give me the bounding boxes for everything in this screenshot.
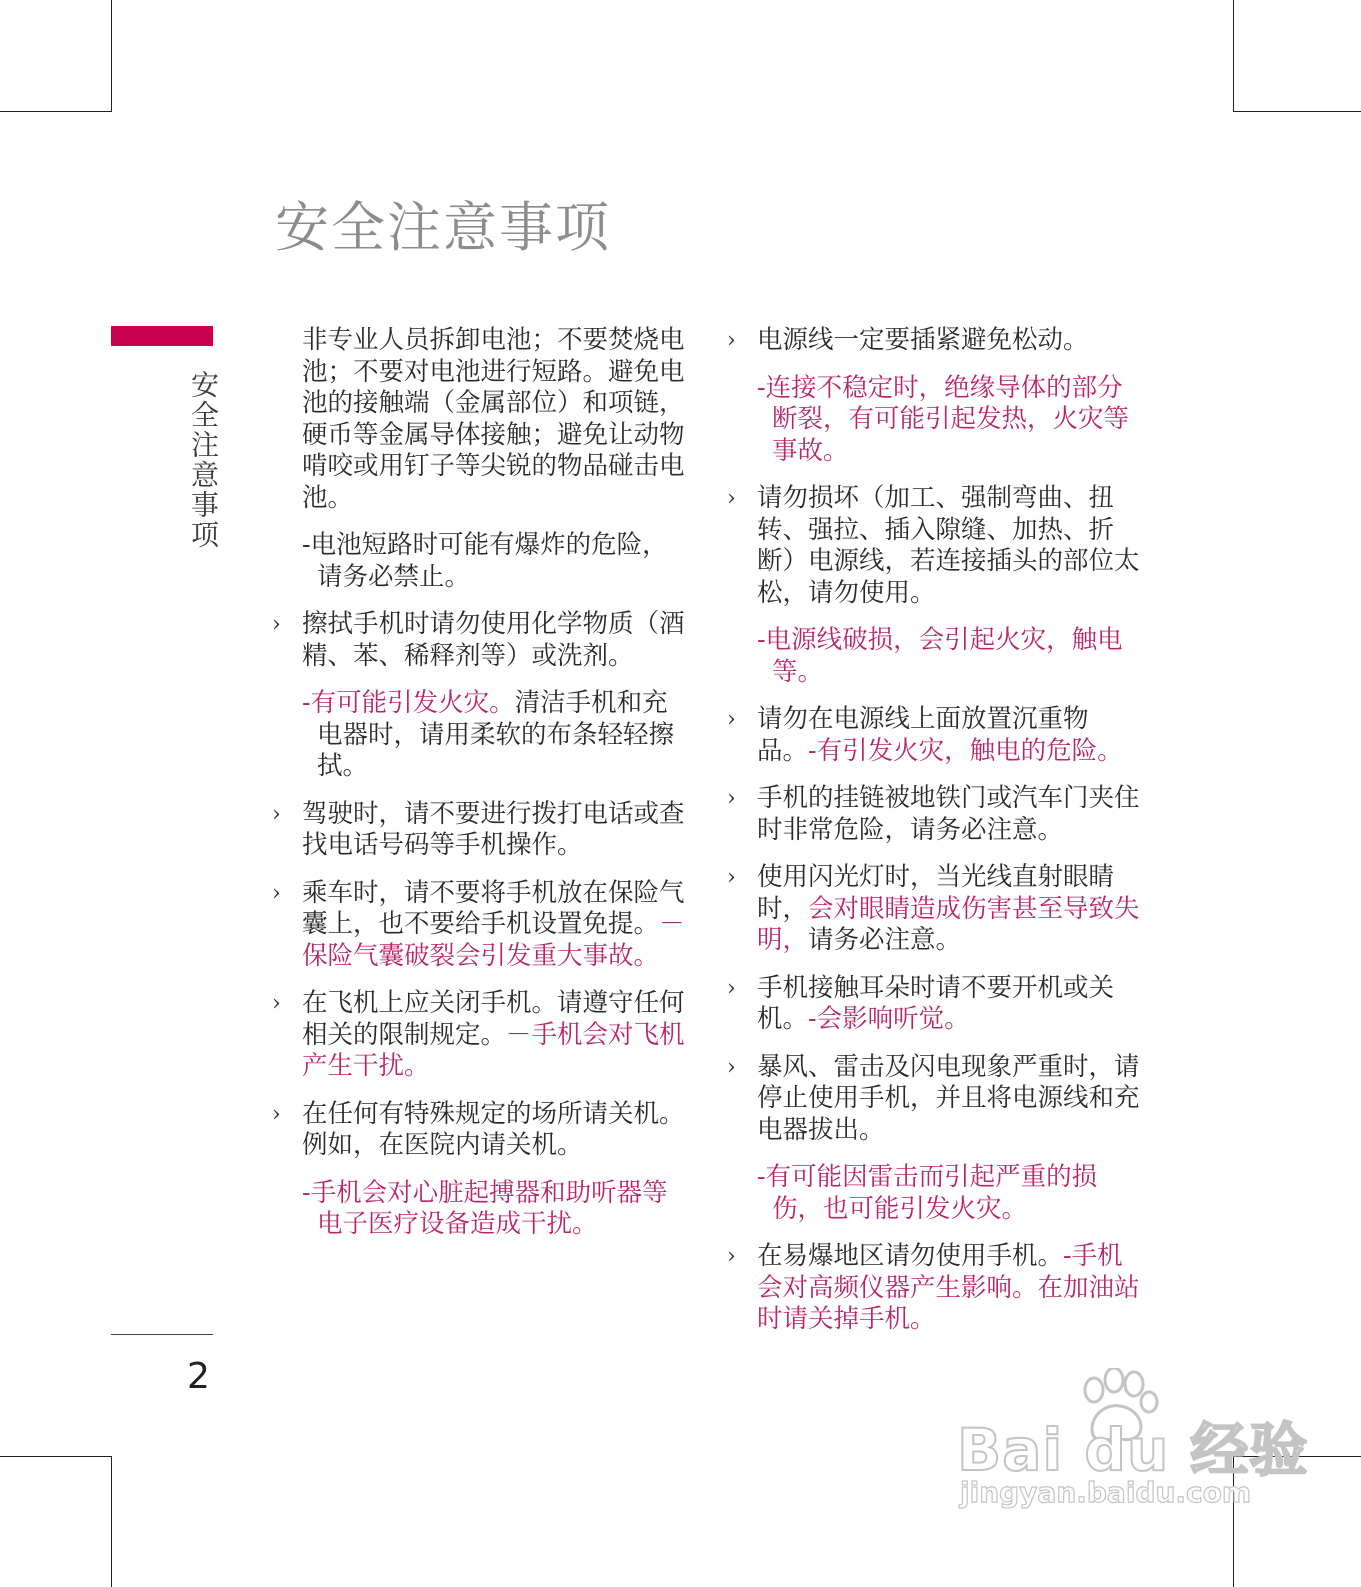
item-text: 电源线一定要插紧避免松动。 (757, 325, 1089, 355)
list-subitem (272, 1178, 692, 1241)
item-text: 擦拭手机时请勿使用化学物质（酒精、苯、稀释剂等）或洗剂。 (302, 609, 685, 671)
watermark-logo: Bai du 经验 (957, 1416, 1309, 1484)
list-item (727, 704, 1147, 767)
list-item (727, 783, 1147, 846)
list-item (272, 799, 692, 862)
baidu-watermark (952, 1368, 1309, 1518)
bullet-icon: › (272, 1101, 281, 1127)
list-item (272, 609, 692, 672)
warning-text: -电源线破损，会引起火灾，触电等。 (757, 625, 1123, 687)
list-item (272, 878, 692, 973)
item-text: 使用闪光灯时，当光线直射眼睛时， (757, 862, 1115, 924)
section-side-label: 安全注意事项 (187, 370, 220, 550)
bullet-icon: › (727, 486, 736, 511)
warning-text: -连接不稳定时，绝缘导体的部分断裂，有可能引起发热，火灾等事故。 (757, 372, 1130, 466)
subitem-text: 清洁手机和充电器时，请用柔软的布条轻轻擦拭。 (317, 688, 675, 781)
bullet-icon: › (272, 801, 281, 827)
footer-rule (111, 1334, 213, 1335)
bullet-icon: › (272, 612, 281, 637)
warning-text: -有可能因雷击而引起严重的损伤，也可能引发火灾。 (757, 1162, 1098, 1224)
warning-text: -有可能引发火灾。 (302, 688, 515, 718)
watermark-url: jingyan.baidu.com (960, 1476, 1252, 1509)
item-text: 手机的挂链被地铁门或汽车门夹住时非常危险，请务必注意。 (757, 783, 1140, 845)
item-text: 乘车时，请不要将手机放在保险气囊上，也不要给手机设置免提。 (302, 877, 685, 939)
right-column (727, 325, 1147, 1352)
bullet-icon: › (727, 1054, 736, 1080)
warning-text: -会影响听觉。 (808, 1004, 970, 1034)
bullet-icon: › (272, 880, 281, 906)
list-item (727, 973, 1147, 1036)
page-title: 安全注意事项 (275, 196, 611, 259)
list-item (272, 325, 692, 514)
list-item (727, 325, 1147, 357)
item-text: 请务必注意。 (808, 925, 962, 955)
list-subitem (272, 530, 692, 593)
bullet-icon: › (727, 707, 736, 732)
item-text: 请勿在电源线上面放置沉重物品。 (757, 704, 1089, 766)
item-text: 在飞机上应关闭手机。请遵守任何相关的限制规定。 (302, 988, 685, 1050)
list-item (727, 1241, 1147, 1336)
crop-mark-top-left-v (111, 0, 112, 112)
bullet-icon: › (727, 865, 736, 890)
list-subitem (727, 373, 1147, 468)
warning-text: 会对眼睛造成伤害甚至导致失明， (757, 893, 1140, 955)
crop-mark-bottom-left-h (0, 1456, 112, 1457)
crop-mark-top-right-h (1233, 111, 1361, 112)
bullet-icon: › (727, 786, 736, 811)
warning-text: -手机会对心脏起搏器和助听器等电子医疗设备造成干扰。 (302, 1177, 668, 1239)
item-text: 暴风、雷击及闪电现象严重时，请停止使用手机，并且将电源线和充电器拔出。 (757, 1051, 1140, 1145)
list-subitem (727, 625, 1147, 688)
bullet-icon: › (727, 975, 736, 1001)
list-subitem (727, 1162, 1147, 1225)
list-item (272, 988, 692, 1083)
crop-mark-top-left-h (0, 111, 112, 112)
page-number: 2 (187, 1356, 210, 1397)
bullet-icon: › (272, 991, 281, 1016)
list-item (727, 862, 1147, 957)
list-item (727, 483, 1147, 609)
bullet-icon: › (727, 328, 736, 353)
item-text: 驾驶时，请不要进行拨打电话或查找电话号码等手机操作。 (302, 798, 685, 860)
item-text: 手机接触耳朵时请不要开机或关机。 (757, 972, 1115, 1034)
warning-text: －手机会对飞机产生干扰。 (302, 1019, 685, 1081)
list-subitem (272, 688, 692, 783)
item-text: 在易爆地区请勿使用手机。 (757, 1241, 1064, 1271)
bullet-icon: › (727, 1244, 736, 1269)
item-text: 非专业人员拆卸电池；不要焚烧电池；不要对电池进行短路。避免电池的接触端（金属部位）和项链，硬币等金属导体接触；避免让动物啃咬或用钉子等尖锐的物品碰击电池。 (302, 325, 685, 513)
warning-text: －保险气囊破裂会引发重大事故。 (302, 909, 685, 971)
warning-text: -手机会对高频仪器产生影响。在加油站时请关掉手机。 (757, 1241, 1140, 1334)
item-text: 请勿损坏（加工、强制弯曲、扭转、强拉、插入隙缝、加热、折断）电源线，若连接插头的部位太松，请勿使用。 (757, 483, 1140, 608)
item-text: 在任何有特殊规定的场所请关机。例如，在医院内请关机。 (302, 1098, 685, 1160)
list-item (272, 1099, 692, 1162)
subitem-text: -电池短路时可能有爆炸的危险，请务必禁止。 (302, 530, 668, 592)
list-item (727, 1052, 1147, 1147)
section-accent-bar (111, 326, 213, 346)
crop-mark-top-right-v (1233, 0, 1234, 112)
crop-mark-bottom-left-v (111, 1456, 112, 1587)
left-column (272, 325, 692, 1257)
warning-text: -有引发火灾，触电的危险。 (808, 735, 1123, 766)
